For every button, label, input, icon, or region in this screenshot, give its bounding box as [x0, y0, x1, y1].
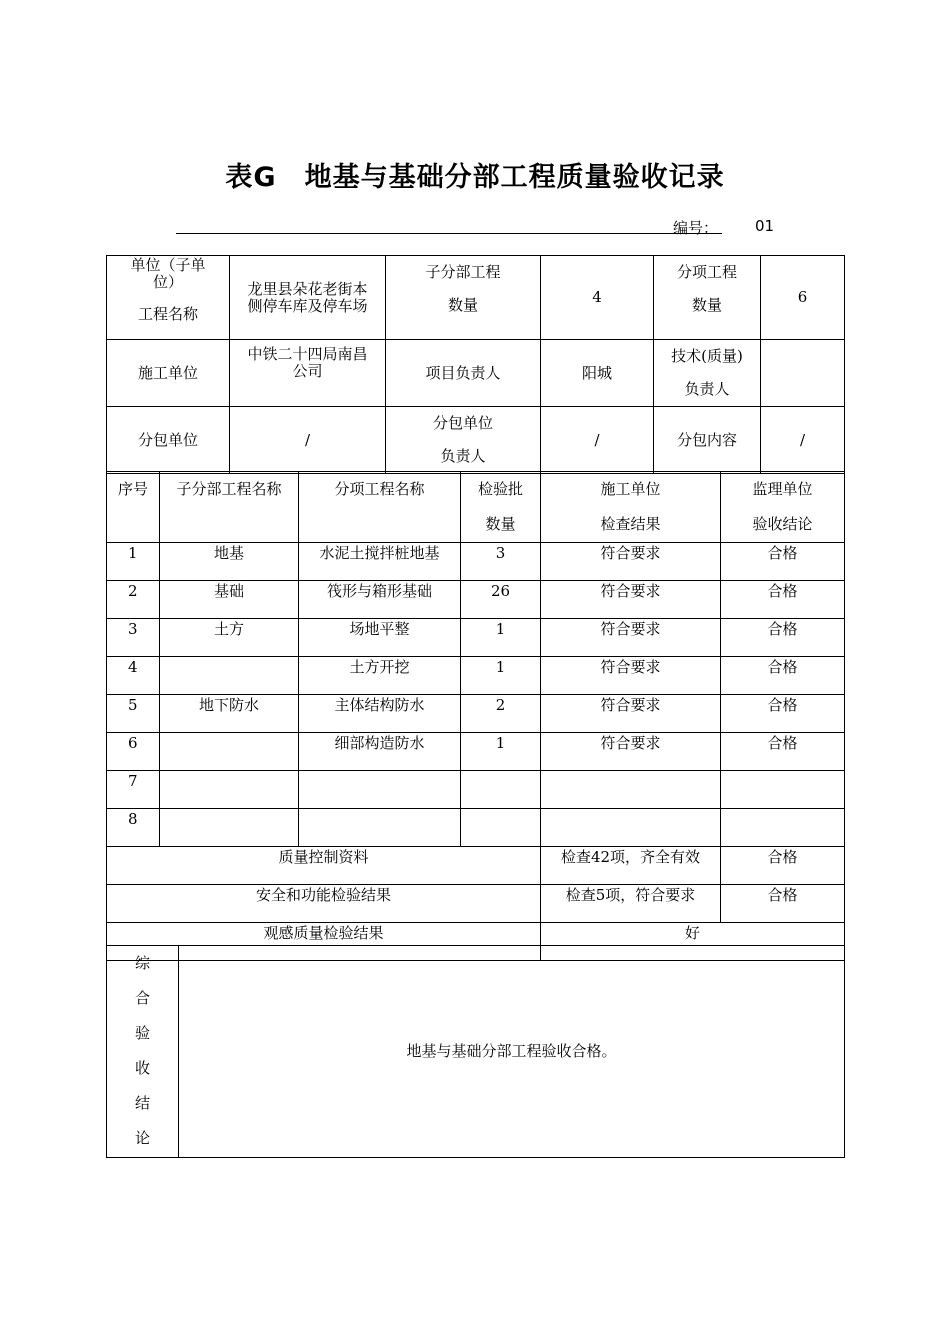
table-header-row — [107, 472, 845, 543]
header-sub-division: 子分部工程名称 — [160, 472, 299, 543]
row-check — [541, 809, 721, 847]
contractor-label: 施工单位 — [107, 340, 230, 407]
row-check: 符合要求 — [541, 733, 721, 771]
row-result: 合格 — [721, 657, 845, 695]
info-row — [107, 256, 845, 340]
summary-check: 好 — [541, 923, 845, 961]
row-seq: 6 — [107, 733, 160, 771]
conclusion-table — [106, 945, 845, 1158]
project-manager-value: 阳城 — [541, 340, 654, 407]
sub-division-count-value: 4 — [541, 256, 654, 340]
row-result — [721, 809, 845, 847]
table-row — [107, 809, 845, 847]
summary-result: 合格 — [721, 885, 845, 923]
subcontract-content-label: 分包内容 — [654, 407, 761, 474]
table-row — [107, 771, 845, 809]
row-sub-division — [160, 809, 299, 847]
row-batch: 1 — [461, 733, 541, 771]
serial-label: 编号： — [673, 219, 719, 237]
row-check: 符合要求 — [541, 581, 721, 619]
tech-lead-value — [761, 340, 845, 407]
row-seq: 5 — [107, 695, 160, 733]
row-seq: 3 — [107, 619, 160, 657]
info-row — [107, 340, 845, 407]
row-item: 土方开挖 — [299, 657, 461, 695]
row-check: 符合要求 — [541, 657, 721, 695]
row-batch: 3 — [461, 543, 541, 581]
conclusion-text: 地基与基础分部工程验收合格。 — [179, 946, 845, 1158]
project-manager-label: 项目负责人 — [386, 340, 541, 407]
summary-check: 检查5项，符合要求 — [541, 885, 721, 923]
row-sub-division: 土方 — [160, 619, 299, 657]
row-check: 符合要求 — [541, 543, 721, 581]
subcontractor-lead-label: 分包单位 负责人 — [386, 407, 541, 474]
table-row — [107, 695, 845, 733]
summary-row — [107, 847, 845, 885]
row-batch: 26 — [461, 581, 541, 619]
row-sub-division — [160, 657, 299, 695]
conclusion-row — [107, 946, 845, 1158]
summary-row — [107, 885, 845, 923]
project-info-table — [106, 255, 845, 474]
row-sub-division: 基础 — [160, 581, 299, 619]
subcontractor-lead-value: / — [541, 407, 654, 474]
row-sub-division — [160, 733, 299, 771]
subcontractor-value: / — [230, 407, 386, 474]
table-row — [107, 733, 845, 771]
item-count-label: 分项工程 数量 — [654, 256, 761, 340]
table-row — [107, 543, 845, 581]
row-check: 符合要求 — [541, 619, 721, 657]
row-result: 合格 — [721, 733, 845, 771]
row-result: 合格 — [721, 695, 845, 733]
row-item — [299, 809, 461, 847]
row-check — [541, 771, 721, 809]
row-batch: 1 — [461, 619, 541, 657]
row-batch: 2 — [461, 695, 541, 733]
title-underline — [176, 233, 722, 234]
row-seq: 1 — [107, 543, 160, 581]
header-item: 分项工程名称 — [299, 472, 461, 543]
row-item: 场地平整 — [299, 619, 461, 657]
row-seq: 2 — [107, 581, 160, 619]
row-sub-division: 地下防水 — [160, 695, 299, 733]
summary-label: 安全和功能检验结果 — [107, 885, 541, 923]
sub-division-count-label: 子分部工程 数量 — [386, 256, 541, 340]
info-row — [107, 407, 845, 474]
row-item — [299, 771, 461, 809]
row-result — [721, 771, 845, 809]
unit-name-value: 龙里县朵花老街本 侧停车库及停车场 — [230, 256, 386, 340]
row-seq: 7 — [107, 771, 160, 809]
item-count-value: 6 — [761, 256, 845, 340]
row-result: 合格 — [721, 543, 845, 581]
row-sub-division — [160, 771, 299, 809]
header-batch-count: 检验批 数量 — [461, 472, 541, 543]
conclusion-label: 综 合 验 收 结 论 — [107, 946, 179, 1158]
document-title: 表G 地基与基础分部工程质量验收记录 — [225, 162, 725, 193]
header-seq: 序号 — [107, 472, 160, 543]
header-contractor-check: 施工单位 检查结果 — [541, 472, 721, 543]
inspection-items-table — [106, 471, 845, 961]
row-item: 细部构造防水 — [299, 733, 461, 771]
row-check: 符合要求 — [541, 695, 721, 733]
row-batch — [461, 771, 541, 809]
summary-result: 合格 — [721, 847, 845, 885]
summary-label: 观感质量检验结果 — [107, 923, 541, 961]
subcontract-content-value: / — [761, 407, 845, 474]
row-item: 主体结构防水 — [299, 695, 461, 733]
row-sub-division: 地基 — [160, 543, 299, 581]
tech-lead-label: 技术(质量) 负责人 — [654, 340, 761, 407]
row-result: 合格 — [721, 619, 845, 657]
table-row — [107, 619, 845, 657]
row-seq: 4 — [107, 657, 160, 695]
row-item: 水泥土搅拌桩地基 — [299, 543, 461, 581]
serial-value: 01 — [755, 217, 775, 235]
summary-check: 检查42项，齐全有效 — [541, 847, 721, 885]
subcontractor-label: 分包单位 — [107, 407, 230, 474]
header-supervision-result: 监理单位 验收结论 — [721, 472, 845, 543]
summary-label: 质量控制资料 — [107, 847, 541, 885]
row-batch — [461, 809, 541, 847]
contractor-value: 中铁二十四局南昌 公司 — [230, 340, 386, 407]
row-batch: 1 — [461, 657, 541, 695]
row-seq: 8 — [107, 809, 160, 847]
row-item: 筏形与箱形基础 — [299, 581, 461, 619]
table-row — [107, 581, 845, 619]
table-row — [107, 657, 845, 695]
row-result: 合格 — [721, 581, 845, 619]
unit-name-label: 单位（子单 位） 工程名称 — [107, 256, 230, 340]
